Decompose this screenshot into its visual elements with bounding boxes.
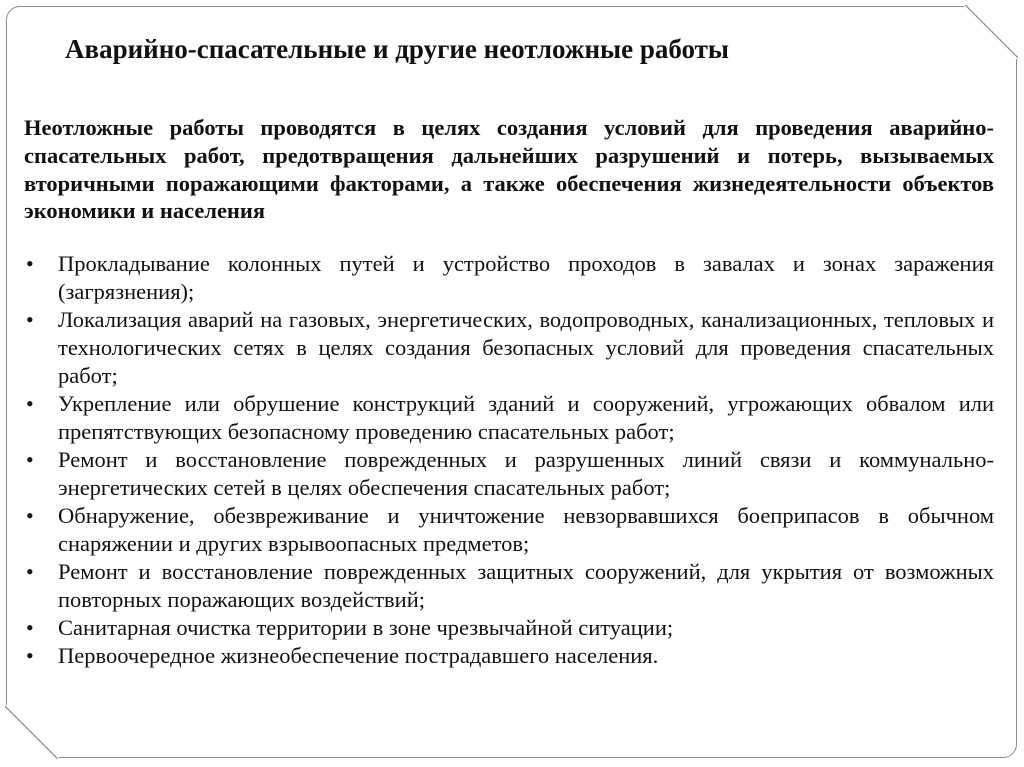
list-item	[24, 642, 994, 670]
list-item	[24, 306, 994, 390]
list-item-text: Санитарная очистка территории в зоне чрезвычайной ситуации;	[58, 615, 674, 641]
list-item	[24, 446, 994, 502]
slide-title: Аварийно-спасательные и другие неотложные работы	[65, 34, 729, 64]
intro-paragraph: Неотложные работы проводятся в целях создания условий для проведения аварийно-спасательных работ, предотвращения дальнейших разрушений и потерь, вызываемых вторичными поражающими факторами, а также обеспечения жизнедеятельности объектов экономики и населения	[24, 115, 994, 224]
list-item-text: Ремонт и восстановление поврежденных защитных сооружений, для укрытия от возможных повторных поражающих воздействий;	[58, 559, 994, 613]
list-item-text: Ремонт и восстановление поврежденных и разрушенных линий связи и коммунально-энергетических сетей в целях обеспечения спасательных работ;	[58, 447, 994, 501]
list-item-text: Локализация аварий на газовых, энергетических, водопроводных, канализационных, тепловых и технологических сетях в целях создания безопасных условий для проведения спасательных работ;	[58, 307, 994, 389]
works-list	[24, 250, 994, 670]
list-item-text: Обнаружение, обезвреживание и уничтожение невзорвавшихся боеприпасов в обычном снаряжении и других взрывоопасных предметов;	[58, 503, 994, 557]
bullet-icon: •	[26, 391, 34, 417]
list-item-text: Первоочередное жизнеобеспечение пострадавшего населения.	[58, 643, 659, 669]
bullet-icon: •	[26, 559, 34, 585]
slide-body	[24, 114, 994, 670]
bullet-icon: •	[26, 643, 34, 669]
bullet-icon: •	[26, 615, 34, 641]
bullet-icon: •	[26, 307, 34, 333]
list-item-text: Прокладывание колонных путей и устройство проходов в завалах и зонах заражения (загрязнения);	[58, 251, 994, 305]
folded-corner-top-right	[964, 5, 1018, 59]
bullet-icon: •	[26, 251, 34, 277]
folded-corner-bottom-left	[5, 705, 59, 759]
list-item	[24, 390, 994, 446]
bullet-icon: •	[26, 447, 34, 473]
list-item	[24, 250, 994, 306]
list-item	[24, 614, 994, 642]
bullet-icon: •	[26, 503, 34, 529]
list-item	[24, 502, 994, 558]
list-item-text: Укрепление или обрушение конструкций зданий и сооружений, угрожающих обвалом или препятствующих безопасному проведению спасательных работ;	[58, 391, 994, 445]
list-item	[24, 558, 994, 614]
